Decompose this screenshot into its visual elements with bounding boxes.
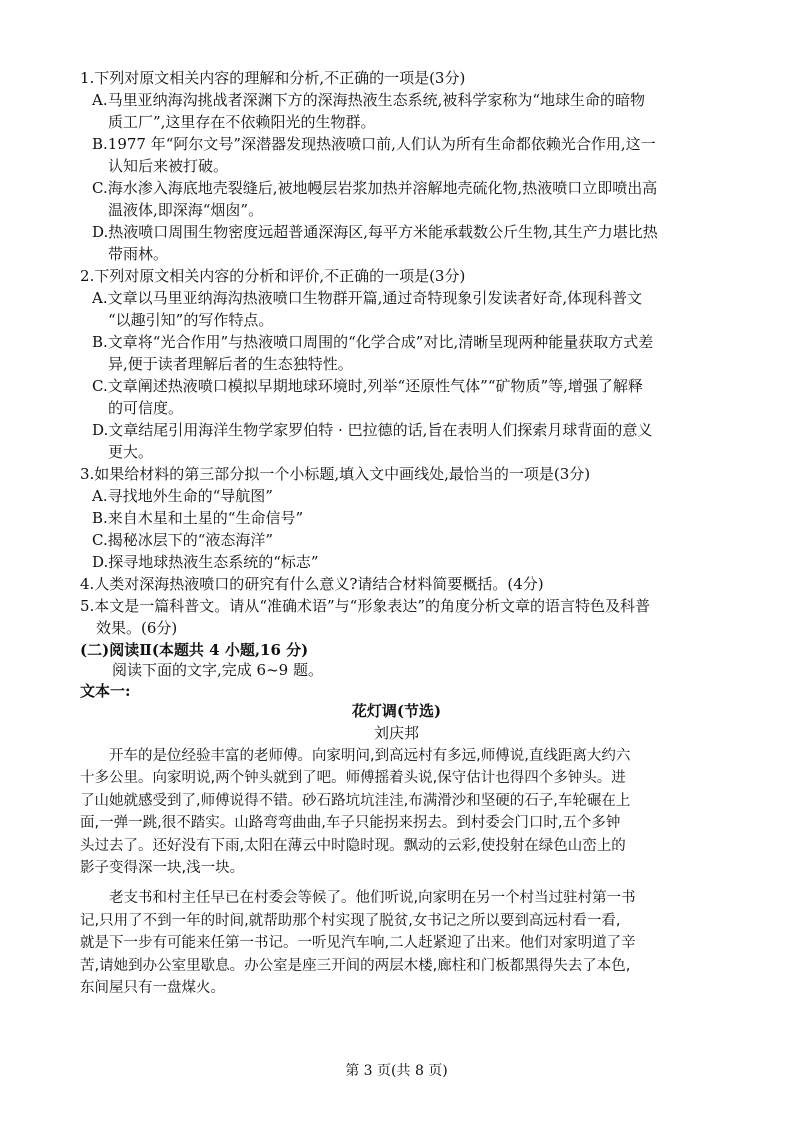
question-1-option-d: D.热液喷口周围生物密度远超普通深海区,每平方米能承载数公斤生物,其生产力堪比热: [92, 223, 658, 242]
question-1-option-c: C.海水渗入海底地壳裂缝后,被地幔层岩浆加热并溶解地壳硫化物,热液喷口立即喷出高: [92, 179, 658, 198]
story-paragraph-1: [80, 745, 720, 880]
question-1-option-b-cont: 认知后来被打破。: [108, 157, 229, 176]
paragraph-1-line: 面,一弹一跳,很不踏实。山路弯弯曲曲,车子只能拐来拐去。到村委会门口时,五个多钟: [80, 815, 621, 832]
paragraph-2-line: 就是下一步有可能来任第一书记。一听见汽车响,二人赶紧迎了出来。他们对家明道了辛: [80, 935, 636, 952]
question-5-stem: 5.本文是一篇科普文。请从“准确术语”与“形象表达”的角度分析文章的语言特色及科普: [80, 597, 650, 616]
question-3-option-d: D.探寻地球热液生态系统的“标志”: [92, 553, 319, 572]
question-2-option-d: D.文章结尾引用海洋生物学家罗伯特 · 巴拉德的话,旨在表明人们探索月球背面的意义: [92, 421, 653, 440]
question-3-option-c: C.揭秘冰层下的“液态海洋”: [92, 531, 274, 550]
paragraph-2-line: 苦,请她到办公室里歇息。办公室是座三开间的两层木楼,廊柱和门板都黑得失去了本色,: [80, 957, 631, 974]
question-5-stem-cont: 效果。(6分): [96, 619, 178, 638]
question-3-option-b: B.来自木星和土星的“生命信号”: [92, 509, 304, 528]
question-2-option-a: A.文章以马里亚纳海沟热液喷口生物群开篇,通过奇特现象引发读者好奇,体现科普文: [92, 289, 643, 308]
paragraph-1-line: 十多公里。向家明说,两个钟头就到了吧。师傅摇着头说,保守估计也得四个多钟头。进: [80, 770, 626, 787]
question-1-stem: 1.下列对原文相关内容的理解和分析,不正确的一项是(3分): [80, 69, 466, 88]
paragraph-2-line: 记,只用了不到一年的时间,就帮助那个村实现了脱贫,女书记之所以要到高远村看一看,: [80, 912, 621, 929]
question-4-stem: 4.人类对深海热液喷口的研究有什么意义?请结合材料简要概括。(4分): [80, 575, 544, 594]
question-2-option-c: C.文章阐述热液喷口模拟早期地球环境时,列举“还原性气体”“矿物质”等,增强了解释: [92, 377, 643, 396]
question-2-option-c-cont: 的可信度。: [108, 399, 184, 418]
paragraph-1-line: 开车的是位经验丰富的老师傅。向家明问,到高远村有多远,师傅说,直线距离大约六: [109, 747, 631, 764]
story-author: 刘庆邦: [373, 723, 419, 742]
question-2-stem: 2.下列对原文相关内容的分析和评价,不正确的一项是(3分): [80, 267, 466, 286]
story-paragraph-2: [80, 887, 720, 1000]
question-1-option-a-cont: 质工厂”,这里存在不依赖阳光的生物群。: [108, 113, 376, 132]
question-1-option-b: B.1977 年“阿尔文号”深潜器发现热液喷口前,人们认为所有生命都依赖光合作用,这一: [92, 135, 656, 154]
paragraph-2-line: 东间屋只有一盘煤火。: [80, 980, 225, 997]
section-instruction: 阅读下面的文字,完成 6~9 题。: [112, 661, 323, 680]
text-label: 文本一:: [80, 681, 131, 700]
paragraph-2-line: 老支书和村主任早已在村委会等候了。他们听说,向家明在另一个村当过驻村第一书: [109, 890, 636, 907]
question-3-stem: 3.如果给材料的第三部分拟一个小标题,填入文中画线处,最恰当的一项是(3分): [80, 465, 591, 484]
paragraph-1-line: 影子变得深一块,浅一块。: [80, 860, 245, 877]
question-1-option-c-cont: 温液体,即深海“烟囱”。: [108, 201, 264, 220]
question-2-option-b: B.文章将“光合作用”与热液喷口周围的“化学合成”对比,清晰呈现两种能量获取方式差: [92, 333, 654, 352]
page-footer: 第 3 页(共 8 页): [345, 1063, 448, 1079]
question-1-option-d-cont: 带雨林。: [108, 245, 169, 264]
question-1-option-a: A.马里亚纳海沟挑战者深渊下方的深海热液生态系统,被科学家称为“地球生命的暗物: [92, 91, 646, 110]
paragraph-1-line: 头过去了。还好没有下雨,太阳在薄云中时隐时现。飘动的云彩,使投射在绿色山峦上的: [80, 837, 626, 854]
question-3-option-a: A.寻找地外生命的“导航图”: [92, 487, 273, 506]
question-2-option-d-cont: 更大。: [108, 443, 154, 462]
story-title: 花灯调(节选): [351, 701, 442, 720]
paragraph-1-line: 了山她就感受到了,师傅说得不错。砂石路坑坑洼洼,布满滑沙和坚硬的石子,车轮碾在上: [80, 792, 631, 809]
section-heading: (二)阅读Ⅱ(本题共 4 小题,16 分): [80, 641, 309, 660]
question-2-option-b-cont: 异,便于读者理解后者的生态独特性。: [108, 355, 353, 374]
question-2-option-a-cont: “以趣引知”的写作特点。: [108, 311, 274, 330]
